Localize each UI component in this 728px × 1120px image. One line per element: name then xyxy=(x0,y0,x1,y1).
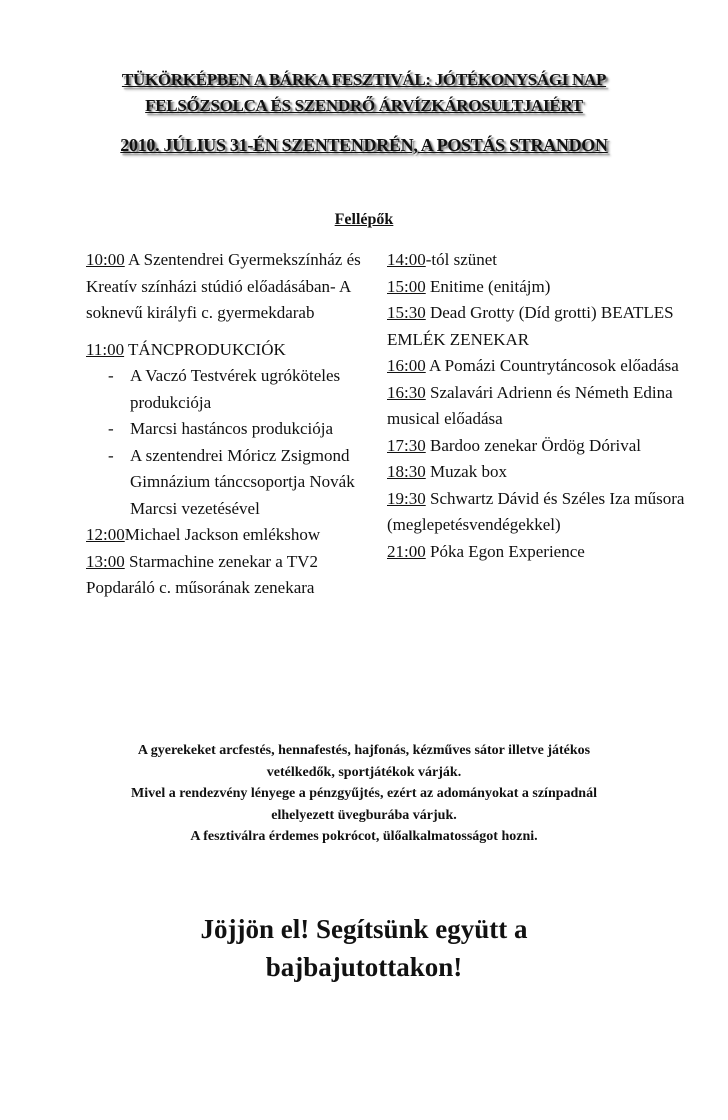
entry-text: Bardoo zenekar Ördög Dórival xyxy=(425,435,641,455)
schedule-entry xyxy=(86,522,376,549)
entry-time: 14:00 xyxy=(387,250,426,269)
entry-text: Schwartz Dávid és Széles Iza műsora (meglepetésvendégekkel) xyxy=(387,488,685,534)
schedule-entry xyxy=(387,539,687,566)
schedule-entry xyxy=(86,337,376,523)
entry-time: 16:30 xyxy=(387,382,426,402)
schedule-right-column xyxy=(387,247,687,565)
notes-line: A gyerekeket arcfestés, hennafestés, hajfonás, kézműves sátor illetve játékos xyxy=(137,743,591,758)
schedule-left-column xyxy=(86,247,376,602)
sub-item-text: A szentendrei Móricz Zsigmond Gimnázium tánccsoportja Novák Marcsi vezetésével xyxy=(130,445,355,518)
sub-item xyxy=(108,416,376,443)
schedule-entry xyxy=(387,247,687,274)
entry-time: 17:30 xyxy=(387,435,426,455)
schedule-entry xyxy=(387,486,687,539)
schedule-entry xyxy=(387,353,687,380)
entry-time: 15:00 xyxy=(387,276,426,296)
notes-line: A fesztiválra érdemes pokrócot, ülőalkalmatosságot hozni. xyxy=(190,829,538,844)
document-title: TÜKÖRKÉPBEN A BÁRKA FESZTIVÁL: JÓTÉKONYSÁGI NAP xyxy=(121,70,607,89)
document-subtitle: FELSŐZSOLCA ÉS SZENDRŐ ÁRVÍZKÁROSULTJAIÉRT xyxy=(145,96,583,115)
sub-item xyxy=(108,363,376,416)
dash-bullet: - xyxy=(108,419,114,438)
event-date-location: 2010. JÚLIUS 31-ÉN SZENTENDRÉN, A POSTÁS STRANDON xyxy=(120,135,608,155)
event-notes xyxy=(0,740,728,848)
entry-text: Szalavári Adrienn és Németh Edina musical előadása xyxy=(387,382,673,428)
sub-item-list xyxy=(86,363,376,522)
notes-line: elhelyezett üvegburába várjuk. xyxy=(271,807,457,823)
dash-bullet: - xyxy=(108,366,114,385)
schedule-entry xyxy=(387,459,687,486)
entry-text: A Pomázi Countrytáncosok előadása xyxy=(425,356,679,375)
sub-item xyxy=(108,443,376,523)
entry-text: Michael Jackson emlékshow xyxy=(124,525,321,544)
dash-bullet: - xyxy=(108,445,114,465)
notes-line: vetélkedők, sportjátékok várják. xyxy=(266,764,462,780)
entry-time: 21:00 xyxy=(387,541,426,561)
entry-text: Muzak box xyxy=(425,462,507,481)
entry-text: Starmachine zenekar a TV2 Popdaráló c. műsorának zenekara xyxy=(86,551,318,597)
entry-time: 16:00 xyxy=(387,356,426,375)
entry-text: Póka Egon Experience xyxy=(425,541,585,561)
entry-text: Enitime (enitájm) xyxy=(425,276,551,296)
slogan-line: bajbajutottakon! xyxy=(265,952,463,982)
schedule-entry xyxy=(387,300,687,353)
notes-line: Mivel a rendezvény lényege a pénzgyűjtés, ezért az adományokat a színpadnál xyxy=(131,786,597,801)
performers-heading: Fellépők xyxy=(334,211,394,228)
entry-text: -tól szünet xyxy=(425,250,498,269)
entry-time: 10:00 xyxy=(86,250,125,269)
entry-time: 13:00 xyxy=(86,551,125,571)
entry-text: Dead Grotty (Díd grotti) BEATLES EMLÉK ZENEKAR xyxy=(387,303,674,349)
schedule-entry xyxy=(86,247,376,327)
slogan-line: Jöjjön el! Segítsünk együtt a xyxy=(200,914,528,944)
schedule-entry xyxy=(86,549,376,602)
entry-text: TÁNCPRODUKCIÓK xyxy=(124,339,286,359)
entry-time: 19:30 xyxy=(387,488,426,508)
entry-text: A Szentendrei Gyermekszínház és Kreatív színházi stúdió előadásában- A soknevű királyfi c. gyermekdarab xyxy=(86,250,361,322)
entry-time: 12:00 xyxy=(86,525,125,544)
schedule-entry xyxy=(387,380,687,433)
sub-item-text: A Vaczó Testvérek ugróköteles produkciója xyxy=(130,366,341,412)
entry-time: 18:30 xyxy=(387,462,426,481)
entry-time: 15:30 xyxy=(387,303,426,322)
call-to-action xyxy=(0,910,728,986)
entry-time: 11:00 xyxy=(86,339,125,359)
schedule-entry xyxy=(387,274,687,301)
sub-item-text: Marcsi hastáncos produkciója xyxy=(130,419,333,438)
schedule-entry xyxy=(387,433,687,460)
